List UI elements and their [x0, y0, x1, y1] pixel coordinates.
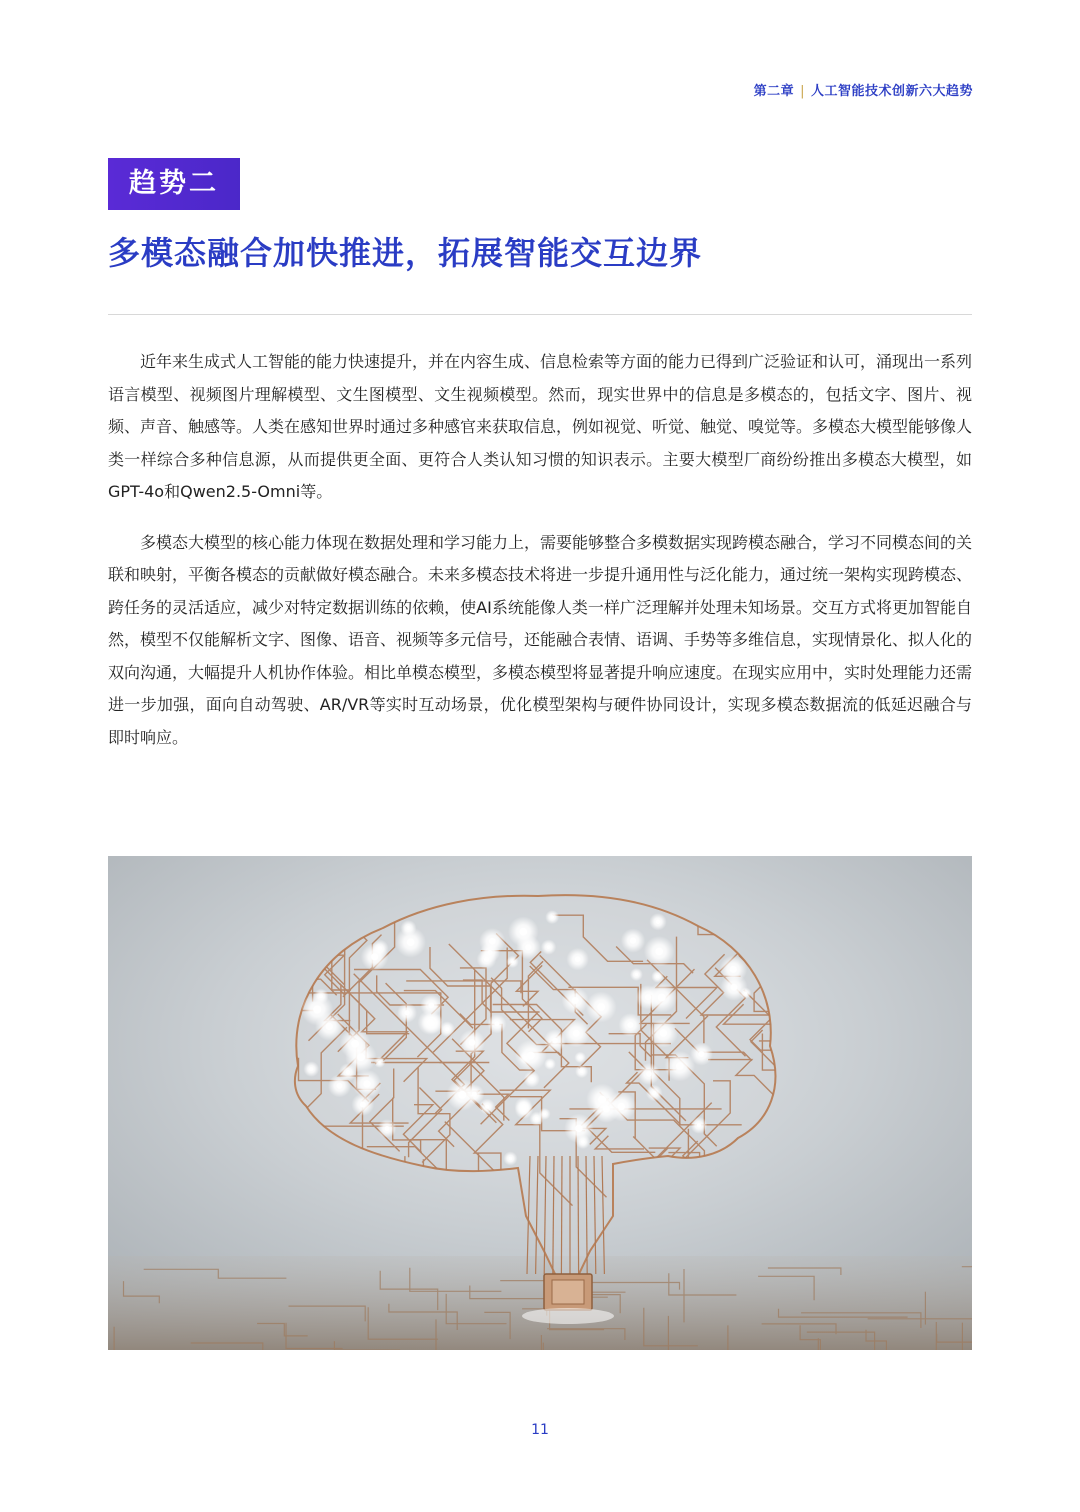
- glow-node-core: [520, 928, 528, 936]
- glow-node-core: [731, 984, 738, 991]
- glow-node-core: [363, 1080, 370, 1087]
- glow-node-core: [699, 1051, 705, 1057]
- chip-die: [552, 1280, 584, 1304]
- glow-node-core: [487, 950, 492, 955]
- glow-node-core: [407, 926, 411, 930]
- page-number: 11: [531, 1422, 549, 1438]
- circuit-brain-image: [108, 856, 972, 1350]
- glow-node-core: [429, 1003, 435, 1009]
- glow-node-core: [371, 953, 378, 960]
- glow-node-core: [697, 1123, 701, 1127]
- stem-trace: [561, 1156, 562, 1274]
- chapter-title: 人工智能技术创新六大趋势: [810, 84, 973, 99]
- glow-node-core: [495, 1021, 500, 1026]
- glow-node-core: [543, 1112, 546, 1115]
- chapter-number: 第二章: [753, 84, 795, 99]
- paragraph-1: 近年来生成式人工智能的能力快速提升，并在内容生成、信息检索等方面的能力已得到广泛验证和认可，涌现出一系列语言模型、视频图片理解模型、文生图模型、文生视频模型。然而，现实世界中的信息是多模态的，包括文字、图片、视频、声音、触感等。人类在感知世界时通过多种感官来获取信息，例如视觉、听觉、触觉、嗅觉等。多模态大模型能够像人类一样综合多种信息源，从而提供更全面、更符合人类认知习惯的知识表示。主要大模型厂商纷纷推出多模态大模型，如GPT-4o和Qwen2.5-Omni等。: [108, 352, 973, 501]
- glow-node-core: [676, 1062, 684, 1070]
- chip-glow: [522, 1308, 614, 1324]
- glow-node-core: [652, 1091, 656, 1095]
- glow-node-core: [445, 1027, 449, 1031]
- glow-node-core: [521, 1104, 526, 1109]
- glow-node-core: [627, 1022, 633, 1028]
- glow-node-core: [472, 1092, 477, 1097]
- glow-node-core: [469, 1039, 476, 1046]
- glow-node-core: [549, 1063, 552, 1066]
- glow-node-core: [337, 1083, 343, 1089]
- glow-node-core: [511, 960, 514, 963]
- glow-node-core: [580, 1070, 583, 1073]
- glow-node-core: [351, 1040, 359, 1048]
- glow-node-core: [313, 1006, 321, 1014]
- chapter-header: [754, 80, 973, 99]
- glow-node-core: [597, 1003, 605, 1011]
- glow-node-core: [509, 1157, 513, 1161]
- circuit-brain-illustration: [108, 856, 972, 1350]
- trend-badge: 趋势二: [108, 158, 240, 210]
- glow-node-core: [645, 994, 651, 1000]
- glow-node-core: [655, 948, 663, 956]
- glow-node-core: [573, 1030, 580, 1037]
- glow-node-core: [309, 1067, 313, 1071]
- glow-node-core: [550, 915, 554, 919]
- glow-node-core: [405, 1010, 410, 1015]
- glow-node-core: [360, 1102, 366, 1108]
- glow-node-core: [427, 1019, 433, 1025]
- divider: [108, 314, 972, 315]
- glow-node-core: [579, 1056, 582, 1059]
- glow-node-core: [646, 1071, 652, 1077]
- section-title: 多模态融合加快推进，拓展智能交互边界: [108, 234, 703, 272]
- stem-trace: [578, 1156, 579, 1274]
- header-separator: |: [800, 84, 805, 99]
- glow-node-core: [535, 1117, 539, 1121]
- glow-node-core: [575, 1125, 582, 1132]
- glow-node-core: [630, 938, 636, 944]
- circuit-floor: [108, 1256, 972, 1350]
- glow-node-core: [635, 973, 638, 976]
- glow-node-core: [385, 1126, 390, 1131]
- glow-node-core: [730, 966, 737, 973]
- body-text: [108, 346, 972, 772]
- glow-node-core: [656, 975, 659, 978]
- glow-node-core: [524, 1056, 527, 1059]
- glow-node-core: [547, 945, 551, 949]
- glow-node-core: [656, 920, 660, 924]
- glow-node-core: [485, 1105, 489, 1109]
- glow-node-core: [598, 1096, 606, 1104]
- glow-node-core: [572, 997, 579, 1004]
- glow-node-core: [552, 1038, 558, 1044]
- glow-node-core: [660, 1029, 667, 1036]
- glow-node-core: [378, 1061, 381, 1064]
- glow-node-core: [346, 1070, 351, 1075]
- glow-node-core: [530, 1077, 534, 1081]
- paragraph-2: 多模态大模型的核心能力体现在数据处理和学习能力上，需要能够整合多模数据实现跨模态融合，学习不同模态间的关联和映射，平衡各模态的贡献做好模态融合。未来多模态技术将进一步提升通用性与泛化能力，通过统一架构实现跨模态、跨任务的灵活适应，减少对特定数据训练的依赖，使AI系统能像人类一样广泛理解并处理未知场景。交互方式将更加智能自然，模型不仅能解析文字、图像、语音、视频等多元信号，还能融合表情、语调、手势等多维信息，实现情景化、拟人化的双向沟通，大幅提升人机协作体验。相比单模态模型，多模态模型将显著提升响应速度。在现实应用中，实时处理能力还需进一步加强，面向自动驾驶、AR/VR等实时互动场景，优化模型架构与硬件协同设计，实现多模态数据流的低延迟融合与即时响应。: [108, 532, 973, 747]
- glow-node-core: [575, 956, 581, 962]
- glow-node-core: [326, 1023, 333, 1030]
- glow-node-core: [407, 938, 415, 946]
